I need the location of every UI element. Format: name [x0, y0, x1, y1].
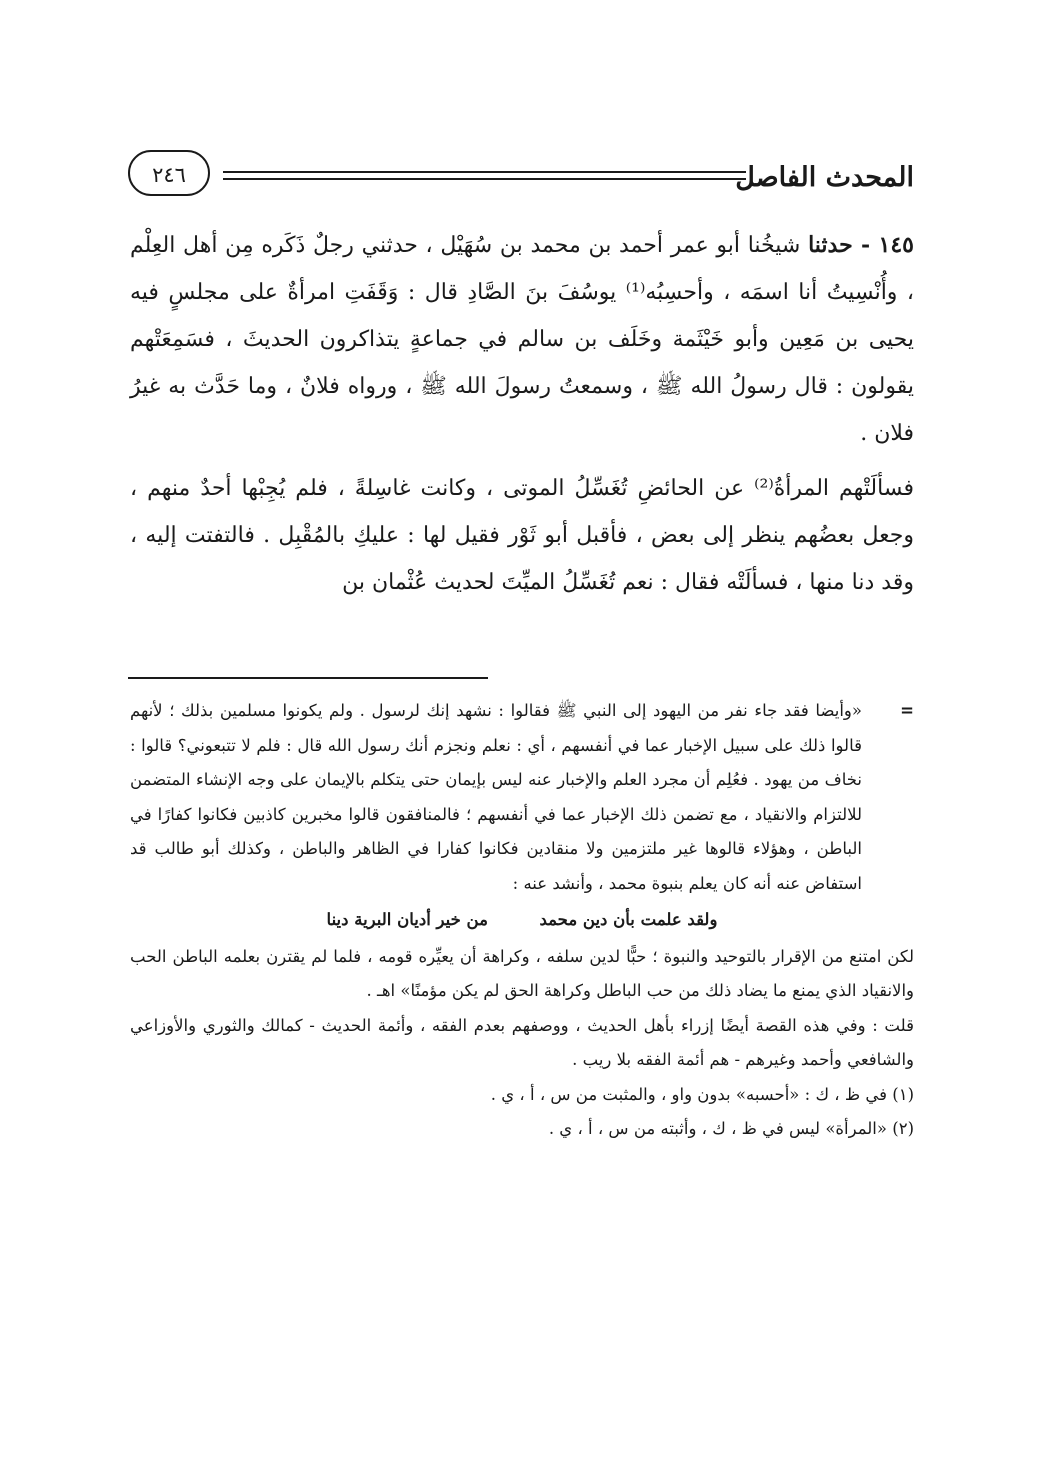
quote-part-2: لكن امتنع من الإقرار بالتوحيد والنبوة ؛ حبًّا لدين سلفه ، وكراهة أن يعيِّره قومه ، فلما لم يقترن بعلمه الباطن الحب والانقياد الذي يمنع ما يضاد ذلك من حب الباطل وكراهة الحق لم يكن مؤمنًا» اهـ .: [130, 946, 914, 1000]
footnote-divider: [128, 677, 488, 679]
quoted-excerpt: [130, 694, 914, 901]
footnote-1: (١) في ظ ، ك : «أحسبه» بدون واو ، والمثبت من س ، أ ، ي .: [490, 1084, 914, 1104]
footnotes-section: [130, 694, 914, 1147]
header-double-rule: [223, 171, 746, 180]
page-header: [128, 150, 914, 216]
verse-hemistich-2: من خير أديان البرية دينا: [326, 910, 488, 929]
editor-comment: قلت : وفي هذه القصة أيضًا إزراء بأهل الحديث ، ووصفهم بعدم الفقه ، وأئمة الحديث - كمالك والثوري والأوزاعي والشافعي وأحمد وغيرهم - هم أئمة الفقه بلا ريب .: [130, 1015, 914, 1069]
hadith-paragraph: [130, 222, 914, 457]
hadith-text: شيخُنا أبو عمر أحمد بن محمد بن سُهَيْل ، حدثني رجلٌ ذَكَره مِن أهل العِلْم ، وأُنْسِيتُ أنا اسمَه ، وأحسِبُه⁽¹⁾ يوسُفَ بنَ الصَّادِ قال : وَقَفَتِ امرأةٌ على مجلسٍ فيه يحيى بن مَعِين وأبو خَيْثَمة وخَلَف بن سالم في جماعةٍ يتذاكرون الحديثَ ، فسَمِعَتْهم يقولون : قال رسولُ الله ﷺ ، وسمعتُ رسولَ الله ﷺ ، ورواه فلانٌ ، وما حَدَّث به غيرُ فلان .: [130, 233, 914, 446]
quote-part-1: «وأيضا فقد جاء نفر من اليهود إلى النبي ﷺ فقالوا : نشهد إنك لرسول . ولم يكونوا مسلمين بذلك ؛ لأنهم قالوا ذلك على سبيل الإخبار عما في أنفسهم ، أي : نعلم ونجزم أنك رسول الله قال : فلم لا تتبعوني؟ قالوا : نخاف من يهود . فعُلِم أن مجرد العلم والإخبار عنه ليس بإيمان حتى يتكلم بالإيمان على وجه الإنشاء المتضمن للالتزام والانقياد ، مع تضمن ذلك الإخبار عما في أنفسهم ؛ فالمنافقون قالوا مخبرين كاذبين فكانوا كفارًا في الباطن ، وهؤلاء قالوها غير ملتزمين ولا منقادين فكانوا كفارا في الظاهر والباطن ، وكذلك أبو طالب قد استفاض عنه أنه كان يعلم بنبوة محمد ، وأنشد عنه :: [130, 701, 862, 893]
verse-hemistich-1: ولقد علمت بأن دين محمد: [539, 910, 718, 929]
hadith-number-lead: ١٤٥ - حدثنا: [808, 232, 914, 258]
continuation-mark: =: [900, 701, 914, 720]
running-title: المحدث الفاصل: [735, 162, 914, 193]
main-text: [130, 222, 914, 606]
story-paragraph: فسألَتْهم المرأةُ⁽²⁾ عن الحائضِ تُغَسِّلُ الموتى ، وكانت غاسِلةً ، فلم يُجِبْها أحدٌ منهم ، وجعل بعضُهم ينظر إلى بعض ، فأقبل أبو ثَوْر فقيل لها : عليكِ بالمُقْبِل . فالتفتت إليه ، وقد دنا منها ، فسألَتْه فقال : نعم تُغَسِّلُ الميِّتَ لحديث عُثْمان بن: [130, 476, 914, 595]
page-number-badge: ٢٤٦: [128, 150, 210, 196]
poetry-verse: [130, 903, 914, 938]
footnote-2: (٢) «المرأة» ليس في ظ ، ك ، وأثبته من س ، أ ، ي .: [548, 1119, 914, 1138]
